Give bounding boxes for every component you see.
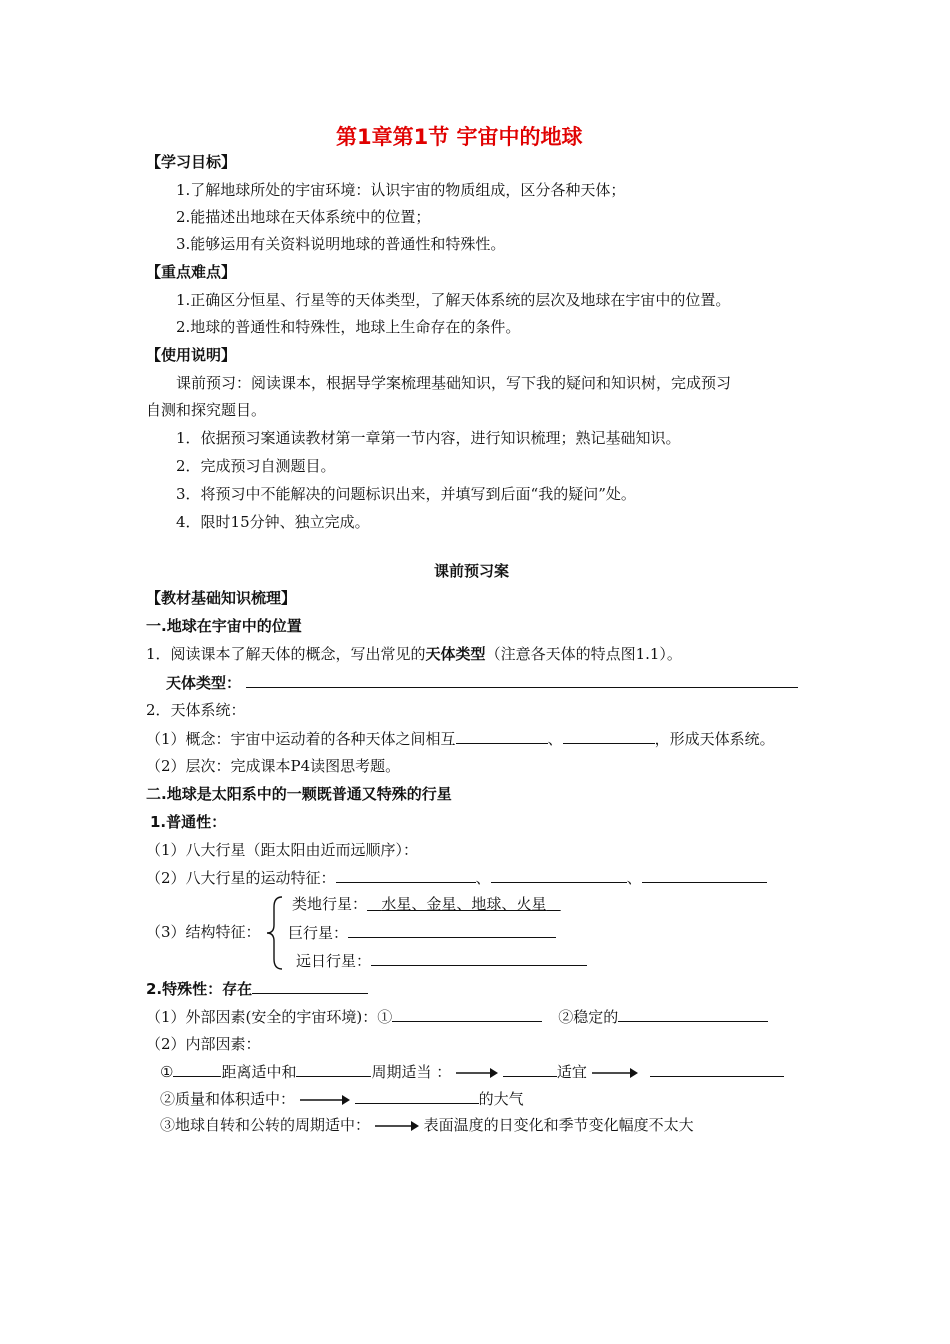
page-title: 第1章第1节 宇宙中的地球 <box>336 125 583 149</box>
external-blank-1[interactable] <box>392 1006 542 1022</box>
giant-planets-row: 巨行星： <box>288 922 556 943</box>
question-1: 1．阅读课本了解天体的概念，写出常见的天体类型（注意各天体的特点图1.1）。 <box>146 645 682 663</box>
motion-blank-2[interactable] <box>491 867 627 883</box>
atmosphere-blank[interactable] <box>355 1088 479 1104</box>
celestial-types-label: 天体类型： <box>166 674 242 692</box>
keypoints-heading: 【重点难点】 <box>146 263 237 281</box>
goal-item: 3.能够运用有关资料说明地球的普通性和特殊性。 <box>176 235 506 253</box>
usage-item: 4．限时15分钟、独立完成。 <box>176 513 370 531</box>
motion-blank-1[interactable] <box>336 867 476 883</box>
far-planets-blank[interactable] <box>371 950 587 966</box>
usage-heading: 【使用说明】 <box>146 346 237 364</box>
system-concept-row: （1）概念：宇宙中运动着的各种天体之间相互 、 ，形成天体系统。 <box>146 730 775 748</box>
interaction-blank-1[interactable] <box>456 728 548 744</box>
giant-planets-blank[interactable] <box>348 922 556 938</box>
motion-features-row: （2）八大行星的运动特征： 、 、 <box>146 867 767 888</box>
question-2: 2．天体系统： <box>146 701 246 719</box>
internal-factors-label: （2）内部因素： <box>146 1035 261 1053</box>
far-planets-row: 远日行星： <box>296 950 587 971</box>
goals-heading: 【学习目标】 <box>146 153 237 171</box>
external-blank-2[interactable] <box>618 1006 768 1022</box>
specialty-row: 2.特殊性：存在 <box>146 978 368 999</box>
result-blank[interactable] <box>650 1061 784 1077</box>
external-factors-row: （1）外部因素(安全的宇宙环境)：① ②稳定的 <box>146 1006 768 1027</box>
specialty-blank[interactable] <box>252 978 368 994</box>
usage-intro: 课前预习：阅读课本，根据导学案梳理基础知识，写下我的疑问和知识树，完成预习 <box>176 374 732 392</box>
usage-item: 2．完成预习自测题目。 <box>176 457 336 475</box>
section1-heading: 一.地球在宇宙中的位置 <box>146 617 302 635</box>
terrestrial-answer: 水星、金星、地球、火星 <box>381 895 547 913</box>
temperature-blank[interactable] <box>503 1061 557 1077</box>
arrow-icon <box>592 1067 638 1079</box>
usage-item: 1．依据预习案通读教材第一章第一节内容，进行知识梳理；熟记基础知识。 <box>176 429 681 447</box>
keypoint-item: 1.正确区分恒星、行星等的天体类型，了解天体系统的层次及地球在宇宙中的位置。 <box>176 291 731 309</box>
keypoint-item: 2.地球的普通性和特殊性，地球上生命存在的条件。 <box>176 318 521 336</box>
internal-row-3: ③地球自转和公转的周期适中： 表面温度的日变化和季节变化幅度不太大 <box>160 1116 694 1134</box>
goal-item: 1.了解地球所处的宇宙环境：认识宇宙的物质组成，区分各种天体； <box>176 181 626 199</box>
celestial-types-blank[interactable] <box>246 672 798 688</box>
usage-item: 3．将预习中不能解决的问题标识出来，并填写到后面“我的疑问”处。 <box>176 485 636 503</box>
arrow-icon <box>456 1067 498 1079</box>
arrow-icon <box>300 1094 350 1106</box>
commonality-heading: 1.普通性： <box>150 813 227 831</box>
distance-blank[interactable] <box>173 1061 221 1077</box>
terrestrial-row: 类地行星： 水星、金星、地球、火星 <box>292 894 561 914</box>
section2-heading: 二.地球是太阳系中的一颗既普通又特殊的行星 <box>146 785 452 803</box>
arrow-icon <box>375 1120 419 1132</box>
goal-item: 2.能描述出地球在天体系统中的位置； <box>176 208 431 226</box>
celestial-types-row <box>166 672 798 693</box>
internal-row-2: ②质量和体积适中： 的大气 <box>160 1090 524 1108</box>
internal-row-1: ① 距离适中和 周期适当 ： 适宜 <box>160 1061 784 1082</box>
preview-heading: 课前预习案 <box>434 562 510 580</box>
structure-features-label: （3）结构特征： <box>146 923 261 941</box>
eight-planets-order: （1）八大行星（距太阳由近而远顺序）： <box>146 841 419 859</box>
period-blank[interactable] <box>296 1061 371 1077</box>
system-levels: （2）层次：完成课本P4读图思考题。 <box>146 757 401 775</box>
knowledge-heading: 【教材基础知识梳理】 <box>146 589 297 607</box>
left-brace <box>264 895 286 971</box>
usage-intro-cont: 自测和探究题目。 <box>146 401 267 419</box>
motion-blank-3[interactable] <box>642 867 767 883</box>
interaction-blank-2[interactable] <box>563 728 655 744</box>
